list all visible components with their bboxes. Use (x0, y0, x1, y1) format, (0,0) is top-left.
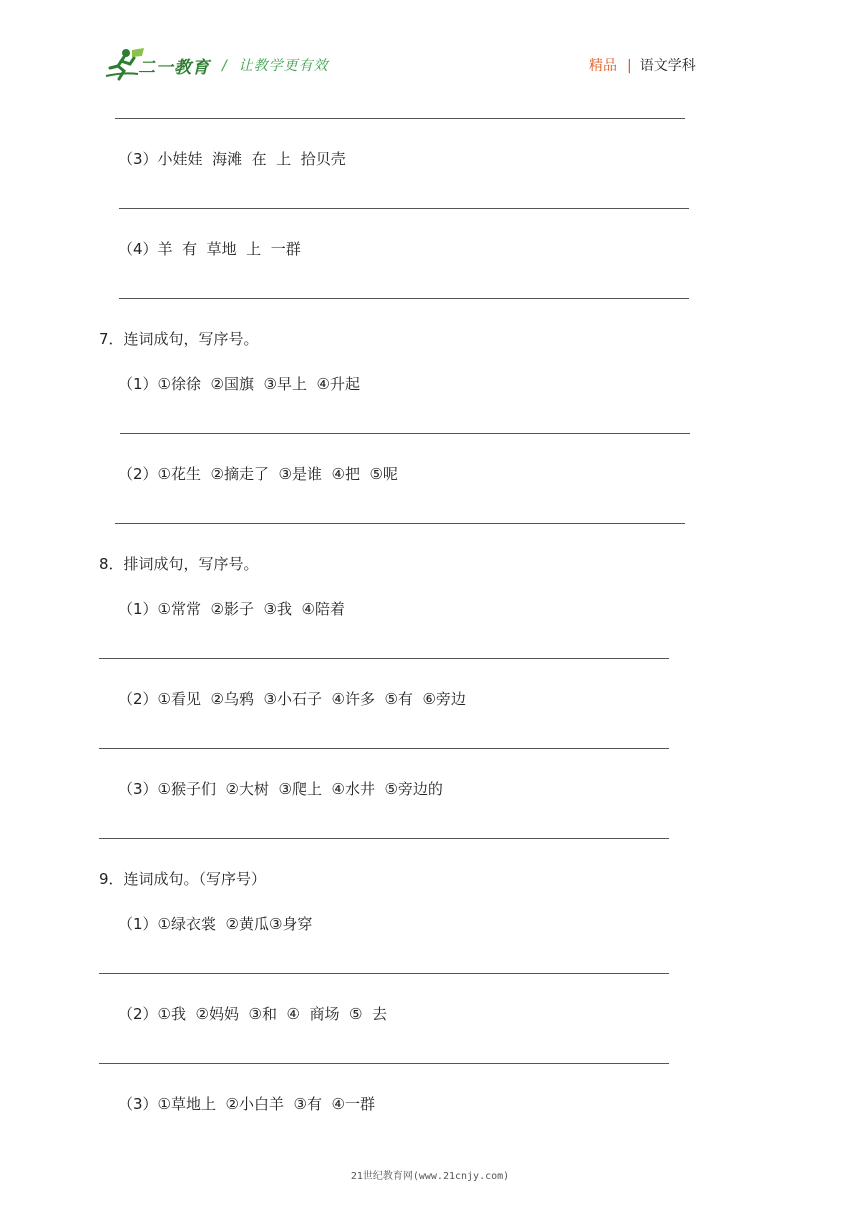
answer-line[interactable] (115, 118, 685, 119)
answer-line[interactable] (119, 298, 689, 299)
question-7-2: （2）①花生 ②摘走了 ③是谁 ④把 ⑤呢 (118, 465, 398, 483)
question-6-4: （4）羊 有 草地 上 一群 (118, 240, 301, 258)
answer-line[interactable] (99, 838, 669, 839)
brand-name: 二一教育 (138, 58, 210, 78)
answer-line[interactable] (115, 523, 685, 524)
page-footer: 21世纪教育网(www.21cnjy.com) (350, 1171, 510, 1182)
answer-line[interactable] (99, 748, 669, 749)
answer-line[interactable] (99, 1063, 669, 1064)
question-8-3: （3）①猴子们 ②大树 ③爬上 ④水井 ⑤旁边的 (118, 780, 443, 798)
subject-tag: 语文学科 (639, 58, 696, 74)
brand-slogan (222, 55, 329, 75)
question-8-title: 8．排词成句，写序号。 (99, 555, 259, 573)
header-tags (589, 55, 696, 75)
question-7-1: （1）①徐徐 ②国旗 ③早上 ④升起 (118, 375, 360, 393)
question-7-title: 7．连词成句，写序号。 (99, 330, 259, 348)
answer-line[interactable] (120, 433, 690, 434)
question-9-2: （2）①我 ②妈妈 ③和 ④ 商场 ⑤ 去 (118, 1005, 387, 1023)
question-9-title: 9．连词成句。（写序号） (99, 870, 267, 888)
slogan-divider: / (222, 58, 228, 74)
question-9-3: （3）①草地上 ②小白羊 ③有 ④一群 (118, 1095, 375, 1113)
slogan-text: 让教学更有效 (238, 58, 329, 74)
page-header (0, 0, 860, 100)
question-6-3: （3）小娃娃 海滩 在 上 拾贝壳 (118, 150, 346, 168)
premium-tag: 精品 (589, 58, 617, 74)
question-8-2: （2）①看见 ②乌鸦 ③小石子 ④许多 ⑤有 ⑥旁边 (118, 690, 466, 708)
answer-line[interactable] (99, 658, 669, 659)
answer-line[interactable] (99, 973, 669, 974)
tag-separator: | (627, 58, 632, 74)
answer-line[interactable] (119, 208, 689, 209)
question-8-1: （1）①常常 ②影子 ③我 ④陪着 (118, 600, 345, 618)
question-9-1: （1）①绿衣裳 ②黄瓜③身穿 (118, 915, 313, 933)
